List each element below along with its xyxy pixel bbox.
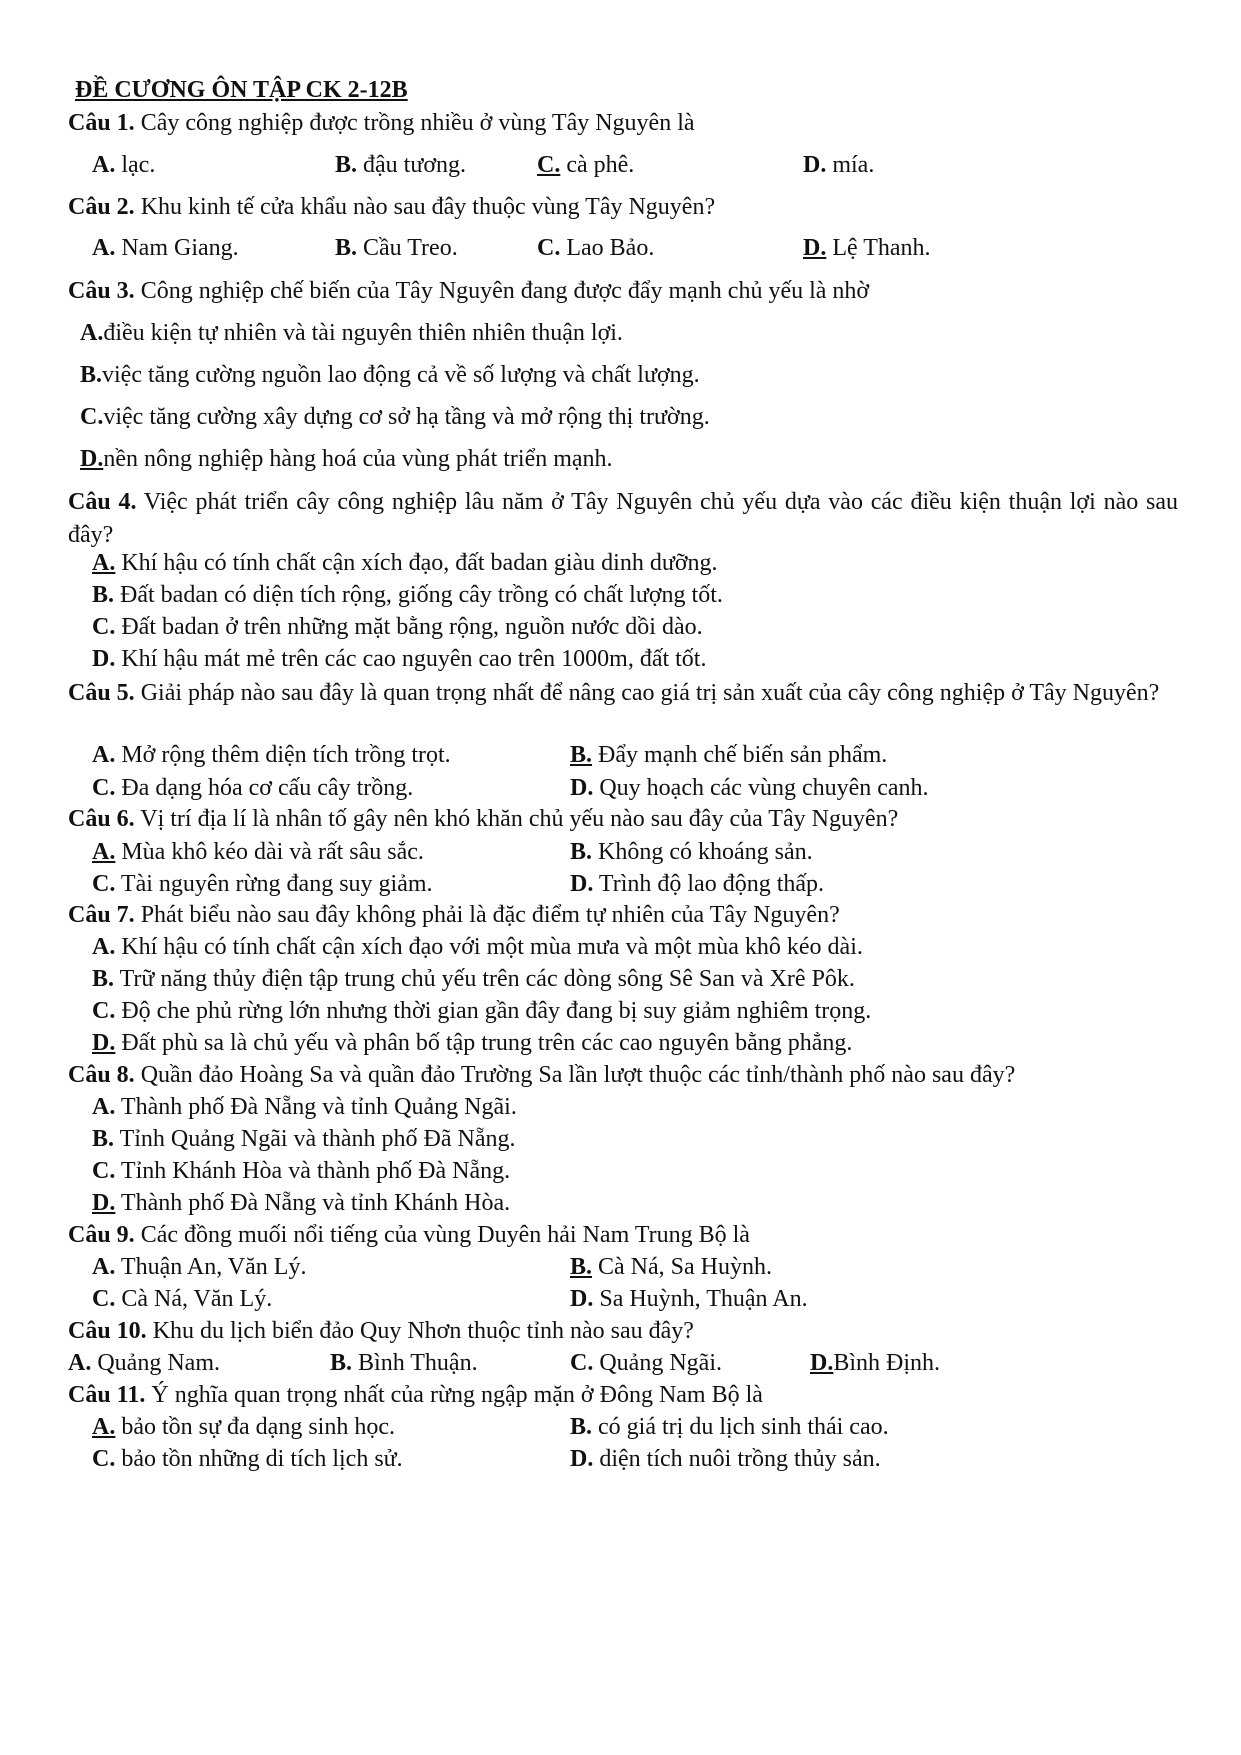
option-key: C.: [92, 998, 116, 1024]
option-text: lạc.: [115, 152, 156, 178]
question-text: Khu kinh tế cửa khẩu nào sau đây thuộc vùng Tây Nguyên?: [134, 194, 716, 220]
answer-option-c: [537, 233, 654, 263]
option-text: Không có khoáng sản.: [592, 839, 813, 865]
option-key: C.: [92, 1286, 116, 1312]
option-text: điều kiện tự nhiên và tài nguyên thiên nhiên thuận lợi.: [103, 320, 623, 346]
question-text: Vị trí địa lí là nhân tố gây nên khó khăn chủ yếu nào sau đây của Tây Nguyên?: [134, 806, 899, 832]
answer-option-b: [330, 1348, 478, 1378]
answer-option-d: [570, 1284, 808, 1314]
option-text: Trình độ lao động thấp.: [593, 871, 825, 897]
answer-option-b: [570, 837, 813, 867]
answer-option-c: [92, 1444, 403, 1474]
option-text: đậu tương.: [357, 152, 467, 178]
answer-option-b: [335, 150, 466, 180]
option-text: Cà Ná, Sa Huỳnh.: [592, 1254, 772, 1280]
question-text: Công nghiệp chế biến của Tây Nguyên đang được đẩy mạnh chủ yếu là nhờ: [134, 278, 870, 304]
option-key: B.: [335, 152, 358, 178]
question-text: Cây công nghiệp được trồng nhiều ở vùng Tây Nguyên là: [134, 110, 695, 136]
question-stem: [68, 1060, 1015, 1090]
document-title: ĐỀ CƯƠNG ÔN TẬP CK 2-12B: [75, 77, 408, 103]
answer-option-c: [92, 1156, 510, 1186]
question-number: Câu 4.: [68, 489, 137, 515]
answer-option-b: [570, 1412, 889, 1442]
option-text: Mùa khô kéo dài và rất sâu sắc.: [115, 839, 424, 865]
option-key: C.: [537, 235, 561, 261]
answer-option-c: [92, 869, 433, 899]
option-text: diện tích nuôi trồng thủy sản.: [593, 1446, 881, 1472]
option-key: B.: [80, 362, 103, 388]
option-text: Thành phố Đà Nẵng và tỉnh Quảng Ngãi.: [115, 1094, 517, 1120]
answer-option-d: [570, 869, 824, 899]
option-key: B.: [570, 742, 593, 768]
option-key: A.: [68, 1350, 92, 1376]
answer-option-d: [570, 773, 929, 803]
option-text: Khí hậu mát mẻ trên các cao nguyên cao trên 1000m, đất tốt.: [115, 646, 707, 672]
option-text: Quảng Ngãi.: [593, 1350, 722, 1376]
answer-option-a: [92, 150, 155, 180]
answer-option-a: [92, 1412, 395, 1442]
answer-option-d: [570, 1444, 881, 1474]
option-text: Mở rộng thêm diện tích trồng trọt.: [115, 742, 451, 768]
answer-option-d: [803, 150, 874, 180]
answer-option-b: [80, 360, 700, 390]
option-key: C.: [92, 1158, 116, 1184]
option-text: Lệ Thanh.: [826, 235, 931, 261]
answer-option-c: [92, 773, 413, 803]
question-number: Câu 3.: [68, 278, 135, 304]
answer-option-c: [92, 1284, 272, 1314]
question-stem: [68, 1316, 694, 1346]
option-text: mía.: [826, 152, 875, 178]
answer-option-a: [92, 1092, 517, 1122]
option-text: Tỉnh Khánh Hòa và thành phố Đà Nẵng.: [115, 1158, 511, 1184]
option-key: B.: [92, 582, 115, 608]
option-text: Sa Huỳnh, Thuận An.: [593, 1286, 808, 1312]
option-key: A.: [92, 839, 116, 865]
option-text: Bình Thuận.: [352, 1350, 478, 1376]
answer-option-c: [570, 1348, 722, 1378]
question-number: Câu 10.: [68, 1318, 147, 1344]
question-number: Câu 8.: [68, 1062, 135, 1088]
option-key: D.: [570, 1286, 594, 1312]
answer-option-b: [92, 964, 855, 994]
option-key: D.: [92, 1190, 116, 1216]
answer-option-d: [810, 1348, 940, 1378]
option-key: D.: [570, 775, 594, 801]
answer-option-d: [92, 644, 706, 674]
option-text: Thuận An, Văn Lý.: [115, 1254, 307, 1280]
option-text: Tỉnh Quảng Ngãi và thành phố Đã Nẵng.: [114, 1126, 516, 1152]
option-key: C.: [537, 152, 561, 178]
question-number: Câu 1.: [68, 110, 135, 136]
question-number: Câu 5.: [68, 680, 135, 706]
option-key: D.: [803, 152, 827, 178]
option-text: Khí hậu có tính chất cận xích đạo với một mùa mưa và một mùa khô kéo dài.: [115, 934, 863, 960]
answer-option-c: [92, 996, 871, 1026]
answer-option-b: [92, 1124, 516, 1154]
option-text: Quy hoạch các vùng chuyên canh.: [593, 775, 929, 801]
question-stem: [68, 192, 715, 222]
option-key: D.: [803, 235, 827, 261]
answer-option-c: [537, 150, 634, 180]
option-text: có giá trị du lịch sinh thái cao.: [592, 1414, 889, 1440]
option-key: C.: [92, 871, 116, 897]
option-key: B.: [570, 1414, 593, 1440]
question-stem: [68, 677, 1178, 710]
option-key: A.: [92, 742, 116, 768]
option-text: Tài nguyên rừng đang suy giảm.: [115, 871, 433, 897]
answer-option-a: [92, 233, 239, 263]
option-text: Trữ năng thủy điện tập trung chủ yếu trên các dòng sông Sê San và Xrê Pôk.: [114, 966, 855, 992]
option-key: D.: [570, 871, 594, 897]
option-key: D.: [92, 646, 116, 672]
option-key: A.: [92, 1094, 116, 1120]
option-text: Đất badan ở trên những mặt bằng rộng, nguồn nước dồi dào.: [115, 614, 703, 640]
option-key: D.: [92, 1030, 116, 1056]
answer-option-d: [92, 1028, 852, 1058]
question-text: Việc phát triển cây công nghiệp lâu năm ở Tây Nguyên chủ yếu dựa vào các điều kiện thuận lợi nào sau đây?: [68, 489, 1178, 548]
option-key: A.: [92, 934, 116, 960]
question-stem: [68, 900, 840, 930]
answer-option-b: [335, 233, 458, 263]
option-key: B.: [92, 966, 115, 992]
answer-option-a: [92, 548, 718, 578]
option-text: Quảng Nam.: [91, 1350, 220, 1376]
question-stem: [68, 108, 695, 138]
answer-option-b: [570, 1252, 772, 1282]
option-key: D.: [570, 1446, 594, 1472]
option-key: B.: [92, 1126, 115, 1152]
option-text: bảo tồn những di tích lịch sử.: [115, 1446, 403, 1472]
option-text: Đẩy mạnh chế biến sản phẩm.: [592, 742, 888, 768]
answer-option-a: [92, 932, 863, 962]
option-text: cà phê.: [560, 152, 635, 178]
option-key: C.: [570, 1350, 594, 1376]
question-number: Câu 6.: [68, 806, 135, 832]
answer-option-d: [80, 444, 613, 474]
answer-option-c: [92, 612, 703, 642]
option-key: B.: [335, 235, 358, 261]
question-text: Giải pháp nào sau đây là quan trọng nhất để nâng cao giá trị sản xuất của cây công nghiệp ở Tây Nguyên?: [134, 680, 1160, 706]
question-stem: [68, 1220, 750, 1250]
question-number: Câu 11.: [68, 1382, 146, 1408]
option-key: A.: [92, 152, 116, 178]
question-text: Phát biểu nào sau đây không phải là đặc điểm tự nhiên của Tây Nguyên?: [134, 902, 840, 928]
question-number: Câu 7.: [68, 902, 135, 928]
question-stem: [68, 276, 869, 306]
answer-option-a: [68, 1348, 220, 1378]
option-text: Lao Bảo.: [560, 235, 655, 261]
option-key: A.: [80, 320, 104, 346]
option-key: D.: [80, 446, 104, 472]
answer-option-a: [80, 318, 623, 348]
answer-option-d: [803, 233, 931, 263]
option-key: B.: [570, 1254, 593, 1280]
option-key: C.: [92, 775, 116, 801]
answer-option-b: [92, 580, 723, 610]
answer-option-b: [570, 740, 887, 770]
option-text: Đa dạng hóa cơ cấu cây trồng.: [115, 775, 414, 801]
option-text: Đất badan có diện tích rộng, giống cây trồng có chất lượng tốt.: [114, 582, 723, 608]
question-text: Ý nghĩa quan trọng nhất của rừng ngập mặn ở Đông Nam Bộ là: [145, 1382, 763, 1408]
option-text: việc tăng cường nguồn lao động cả về số lượng và chất lượng.: [102, 362, 700, 388]
answer-option-a: [92, 1252, 306, 1282]
question-stem: [68, 804, 898, 834]
answer-option-a: [92, 837, 424, 867]
answer-option-d: [92, 1188, 510, 1218]
option-text: Cà Ná, Văn Lý.: [115, 1286, 273, 1312]
option-key: C.: [92, 1446, 116, 1472]
question-stem: [68, 486, 1178, 552]
question-text: Khu du lịch biển đảo Quy Nhơn thuộc tỉnh nào sau đây?: [146, 1318, 694, 1344]
option-text: Độ che phủ rừng lớn nhưng thời gian gần đây đang bị suy giảm nghiêm trọng.: [115, 998, 872, 1024]
option-key: A.: [92, 1414, 116, 1440]
option-key: A.: [92, 235, 116, 261]
option-text: Bình Định.: [833, 1350, 941, 1376]
option-key: B.: [570, 839, 593, 865]
option-key: B.: [330, 1350, 353, 1376]
option-key: C.: [80, 404, 104, 430]
option-key: A.: [92, 1254, 116, 1280]
option-text: việc tăng cường xây dựng cơ sở hạ tầng và mở rộng thị trường.: [103, 404, 710, 430]
question-text: Quần đảo Hoàng Sa và quần đảo Trường Sa lần lượt thuộc các tỉnh/thành phố nào sau đây?: [134, 1062, 1016, 1088]
question-number: Câu 9.: [68, 1222, 135, 1248]
option-text: Đất phù sa là chủ yếu và phân bố tập trung trên các cao nguyên bằng phẳng.: [115, 1030, 853, 1056]
option-text: Thành phố Đà Nẵng và tỉnh Khánh Hòa.: [115, 1190, 511, 1216]
option-key: A.: [92, 550, 116, 576]
question-text: Các đồng muối nổi tiếng của vùng Duyên hải Nam Trung Bộ là: [134, 1222, 750, 1248]
option-text: Khí hậu có tính chất cận xích đạo, đất badan giàu dinh dưỡng.: [115, 550, 718, 576]
option-key: D.: [810, 1350, 834, 1376]
option-text: nền nông nghiệp hàng hoá của vùng phát triển mạnh.: [103, 446, 613, 472]
question-stem: [68, 1380, 763, 1410]
question-number: Câu 2.: [68, 194, 135, 220]
option-text: bảo tồn sự đa dạng sinh học.: [115, 1414, 395, 1440]
option-key: C.: [92, 614, 116, 640]
answer-option-a: [92, 740, 451, 770]
option-text: Cầu Treo.: [357, 235, 458, 261]
option-text: Nam Giang.: [115, 235, 239, 261]
answer-option-c: [80, 402, 710, 432]
